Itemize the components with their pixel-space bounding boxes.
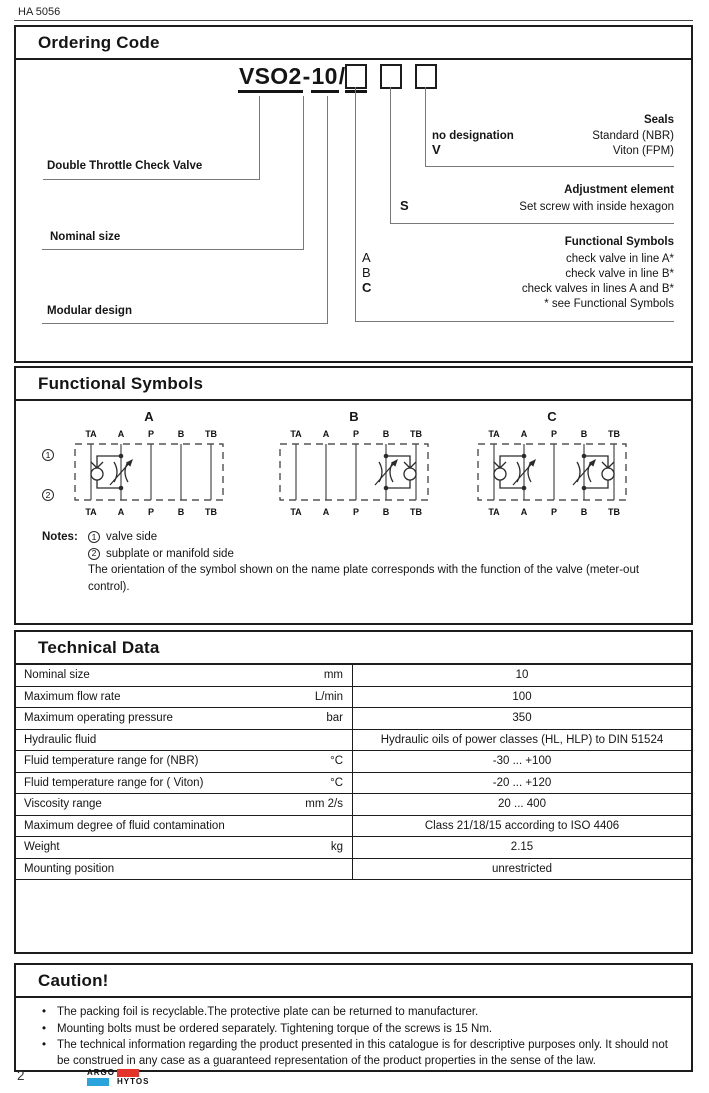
port-label-top: A — [520, 429, 528, 439]
parameter-label: Hydraulic fluid — [24, 733, 97, 746]
ordering-option-row — [362, 281, 674, 296]
port-label-bottom: TA — [290, 507, 302, 517]
connector-line — [43, 179, 260, 180]
ordering-option-row — [362, 251, 674, 266]
port-label-top: B — [580, 429, 588, 439]
parameter-unit: L/min — [314, 690, 343, 703]
parameter-value: -30 ... +100 — [352, 751, 691, 772]
port-label-bottom: B — [177, 507, 185, 517]
technical-data-row — [16, 708, 691, 730]
bullet-text: The technical information regarding the product presented in this catalogue is for descriptive purposes only. It should not be construed in any case as a guaranteed representation of the product properties in the sense of the law. — [57, 1039, 668, 1067]
ordering-option-row — [432, 129, 674, 143]
parameter-value: 2.15 — [352, 837, 691, 858]
ordering-option-row — [432, 143, 674, 158]
technical-data-row — [16, 687, 691, 709]
technical-data-row — [16, 816, 691, 838]
parameter-label: Nominal size — [24, 669, 90, 682]
parameter-unit: mm 2/s — [305, 798, 343, 811]
option-code: A — [362, 250, 371, 265]
technical-data-section — [14, 630, 693, 954]
port-label-bottom: B — [382, 507, 390, 517]
logo-text-hytos: HYTOS — [117, 1077, 150, 1086]
parameter-value: 100 — [352, 687, 691, 708]
parameter-value: Class 21/18/15 according to ISO 4406 — [352, 816, 691, 837]
ordering-code-section — [14, 25, 693, 363]
notes-block — [42, 529, 642, 595]
port-label-top: B — [177, 429, 185, 439]
functional-symbols-body — [16, 401, 691, 623]
hydraulic-symbol-c — [472, 409, 632, 523]
argo-hytos-logo — [87, 1069, 149, 1086]
parameter-unit: kg — [330, 841, 343, 854]
symbol-variant-label: C — [547, 409, 557, 424]
ordering-option-row — [362, 266, 674, 281]
symbol-variant-label: A — [144, 409, 154, 424]
port-label-bottom: P — [550, 507, 558, 517]
marker-valve-side: 1 — [42, 449, 54, 461]
port-label-bottom: TB — [205, 507, 217, 517]
parameter-unit: °C — [330, 755, 343, 768]
port-label-top: TA — [290, 429, 302, 439]
parameter-label: Fluid temperature range for (NBR) — [24, 755, 199, 768]
note-marker-1: 1 — [88, 531, 100, 543]
parameter-value: -20 ... +120 — [352, 773, 691, 794]
parameter-label: Fluid temperature range for ( Viton) — [24, 776, 204, 789]
adjustment-element-title: Adjustment element — [564, 184, 674, 196]
bullet-dot: • — [42, 1006, 47, 1018]
parameter-unit: °C — [330, 776, 343, 789]
port-label-top: TB — [205, 429, 217, 439]
port-label-bottom: TA — [85, 507, 97, 517]
technical-data-row — [16, 751, 691, 773]
page-number: 2 — [17, 1068, 25, 1083]
note-marker-2: 2 — [88, 548, 100, 560]
document-number: HA 5056 — [18, 6, 61, 18]
note-text-2: subplate or manifold side — [106, 547, 234, 560]
connector-line — [42, 249, 304, 250]
technical-data-row — [16, 794, 691, 816]
parameter-label: Maximum flow rate — [24, 690, 121, 703]
parameter-value: 10 — [352, 665, 691, 686]
technical-data-row — [16, 837, 691, 859]
parameter-label: Viscosity range — [24, 798, 102, 811]
connector-line — [327, 96, 328, 323]
port-label-bottom: P — [147, 507, 155, 517]
hydraulic-symbol-b — [274, 409, 434, 523]
caution-bullet — [16, 1022, 691, 1038]
connector-line — [390, 87, 391, 223]
option-code: V — [432, 142, 441, 158]
seals-block — [432, 113, 674, 158]
option-code: B — [362, 265, 371, 281]
port-label-top: TA — [85, 429, 97, 439]
functional-symbols-title: Functional Symbols — [16, 368, 691, 401]
parameter-label: Maximum operating pressure — [24, 712, 173, 725]
technical-data-title: Technical Data — [16, 632, 691, 665]
caution-bullet — [16, 1005, 691, 1021]
port-label-top: A — [117, 429, 125, 439]
code-segment: / — [338, 63, 346, 89]
connector-line — [425, 166, 674, 167]
hydraulic-schematic — [274, 424, 434, 518]
port-label-bottom: A — [520, 507, 528, 517]
parameter-unit: bar — [326, 712, 343, 725]
connector-line — [259, 96, 260, 179]
technical-data-row — [16, 665, 691, 687]
port-label-bottom: TB — [410, 507, 422, 517]
code-segment: - — [302, 63, 311, 89]
ordering-option-row — [400, 199, 674, 214]
notes-label: Notes: — [42, 531, 78, 543]
code-segment: 10 — [311, 63, 339, 93]
parameter-label: Weight — [24, 841, 60, 854]
functional-symbols-block-title: Functional Symbols — [564, 236, 674, 248]
option-description: Standard (NBR) — [592, 130, 674, 142]
parameter-label: Mounting position — [24, 862, 115, 875]
hydraulic-symbol-a — [69, 409, 229, 523]
parameter-value: 350 — [352, 708, 691, 729]
code-segment: VSO2 — [238, 63, 303, 93]
hydraulic-schematic — [472, 424, 632, 518]
port-label-top: TA — [488, 429, 500, 439]
parameter-value: Hydraulic oils of power classes (HL, HLP) to DIN 51524 — [352, 730, 691, 751]
connector-line — [355, 87, 356, 321]
ordering-code-title: Ordering Code — [16, 27, 691, 60]
connector-line — [42, 323, 328, 324]
symbol-variant-label: B — [349, 409, 359, 424]
option-description: Viton (FPM) — [612, 145, 674, 158]
caution-title: Caution! — [16, 965, 691, 998]
logo-blue-block — [87, 1078, 109, 1086]
bullet-dot: • — [42, 1039, 47, 1051]
note-text-1: valve side — [106, 531, 158, 543]
hydraulic-schematic — [69, 424, 229, 518]
option-description: check valves in lines A and B* — [521, 283, 674, 296]
parameter-label: Maximum degree of fluid contamination — [24, 819, 225, 832]
port-label-bottom: A — [322, 507, 330, 517]
ordering-option-row — [362, 297, 674, 311]
marker-subplate-side: 2 — [42, 489, 54, 501]
header-rule — [14, 20, 693, 21]
seals-title: Seals — [643, 114, 674, 126]
parameter-unit: mm — [323, 669, 343, 682]
parameter-value: unrestricted — [352, 859, 691, 880]
bullet-text: Mounting bolts must be ordered separately. Tightening torque of the screws is 15 Nm. — [57, 1022, 493, 1035]
port-label-bottom: A — [117, 507, 125, 517]
functional-symbols-block — [362, 235, 674, 311]
code-option-box — [415, 64, 437, 89]
technical-data-row — [16, 730, 691, 752]
option-description: check valve in line B* — [565, 268, 674, 281]
connector-line — [355, 321, 674, 322]
port-label-bottom: TA — [488, 507, 500, 517]
code-option-box — [345, 64, 367, 89]
label-valve-type: Double Throttle Check Valve — [47, 160, 203, 172]
adjustment-element-block — [400, 183, 674, 214]
port-label-top: A — [322, 429, 330, 439]
note-line-1 — [42, 529, 642, 546]
option-description: check valve in line A* — [565, 253, 674, 265]
caution-bullet — [16, 1038, 691, 1069]
technical-data-row — [16, 859, 691, 881]
port-label-top: P — [550, 429, 558, 439]
note-line-2 — [42, 546, 642, 563]
option-code: no designation — [432, 130, 514, 142]
technical-data-row — [16, 773, 691, 795]
port-label-top: P — [352, 429, 360, 439]
port-label-top: B — [382, 429, 390, 439]
connector-line — [425, 87, 426, 166]
label-modular-design: Modular design — [47, 305, 132, 317]
option-code: C — [362, 280, 372, 296]
functional-symbols-section — [14, 366, 693, 625]
option-description: Set screw with inside hexagon — [519, 201, 674, 213]
port-label-top: P — [147, 429, 155, 439]
bullet-text: The packing foil is recyclable.The protective plate can be returned to manufacturer. — [57, 1006, 479, 1018]
ordering-code-diagram — [16, 60, 691, 361]
option-description: * see Functional Symbols — [544, 297, 674, 310]
note-paragraph: The orientation of the symbol shown on the name plate corresponds with the function of the valve (meter-out control). — [88, 564, 640, 593]
logo-text-argo: ARGO — [87, 1068, 115, 1077]
option-code: S — [400, 198, 409, 213]
port-label-bottom: TB — [608, 507, 620, 517]
connector-line — [303, 96, 304, 249]
code-option-box — [380, 64, 402, 89]
bullet-dot: • — [42, 1022, 47, 1035]
technical-data-table — [16, 665, 691, 880]
logo-red-block — [117, 1069, 139, 1077]
port-label-top: TB — [608, 429, 620, 439]
caution-body — [16, 998, 691, 1069]
caution-section — [14, 963, 693, 1072]
port-label-bottom: P — [352, 507, 360, 517]
port-label-bottom: B — [580, 507, 588, 517]
connector-line — [390, 223, 674, 224]
port-label-top: TB — [410, 429, 422, 439]
label-nominal-size: Nominal size — [50, 231, 121, 243]
parameter-value: 20 ... 400 — [352, 794, 691, 815]
